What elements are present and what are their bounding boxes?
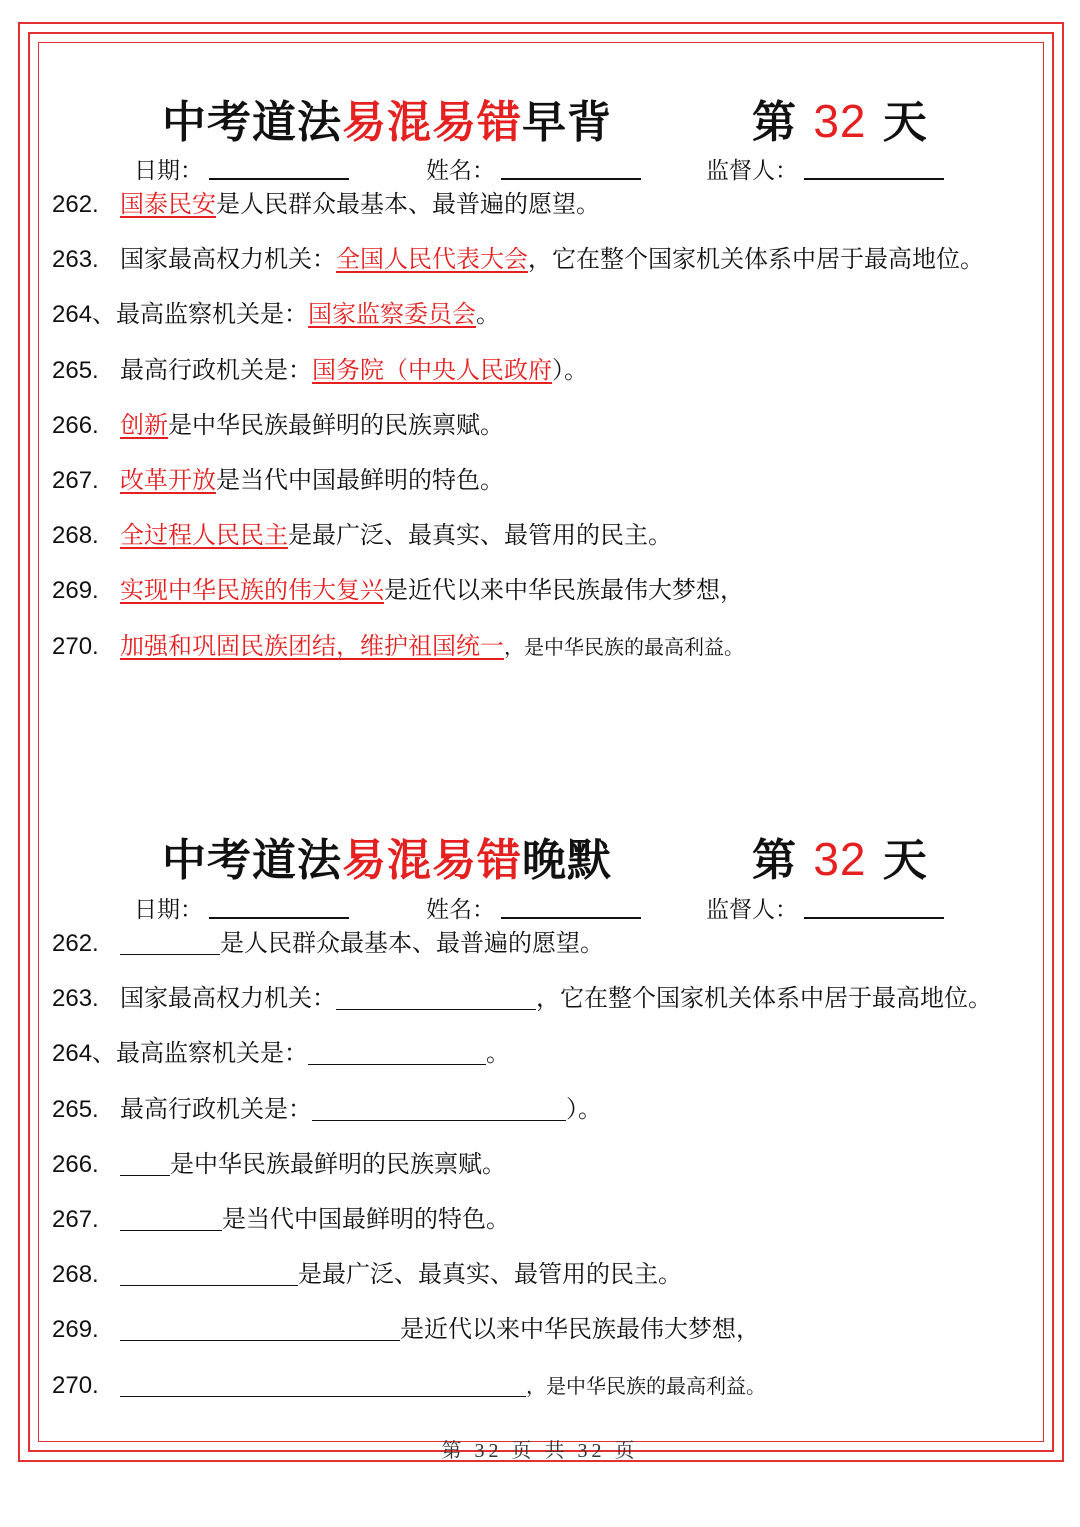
item-answer: 实现中华民族的伟大复兴 [120, 576, 384, 605]
answer-blank[interactable] [312, 1096, 566, 1121]
item-number: 264、 [52, 1040, 117, 1068]
answer-blank[interactable] [120, 1316, 400, 1341]
item-text: ，是中华民族的最高利益。 [504, 634, 744, 659]
item-answer: 全国人民代表大会 [336, 245, 528, 274]
evening-title-suffix: 晚默 [522, 835, 612, 886]
item-answer: 国务院（中央人民政府 [312, 355, 552, 384]
item-answer: 加强和巩固民族团结，维护祖国统一 [120, 631, 504, 660]
evening-item [52, 982, 992, 1014]
morning-day-number: 32 [813, 95, 867, 147]
answer-blank[interactable] [120, 1151, 170, 1176]
item-text: 是中华民族最鲜明的民族禀赋。 [170, 1149, 506, 1178]
evening-day-suffix: 天 [882, 835, 928, 886]
morning-date-label: 日期： [134, 158, 203, 184]
evening-supervisor-label: 监督人： [706, 897, 798, 923]
item-text: ，是中华民族的最高利益。 [526, 1373, 766, 1398]
morning-item [52, 298, 500, 330]
item-prompt: 国家最高权力机关： [120, 245, 336, 274]
morning-day [752, 86, 928, 150]
morning-item [52, 630, 744, 662]
evening-supervisor-blank[interactable] [804, 899, 944, 919]
evening-name-blank[interactable] [501, 899, 641, 919]
morning-item [52, 354, 588, 386]
item-number: 268. [52, 522, 99, 550]
item-text: 。 [476, 300, 501, 329]
morning-date-blank[interactable] [209, 160, 349, 180]
item-text: 。 [486, 1039, 511, 1068]
item-text: 是人民群众最基本、最普遍的愿望。 [220, 929, 604, 957]
item-prompt: 最高监察机关是： [116, 300, 309, 329]
evening-item [52, 1313, 760, 1345]
item-text: 是最广泛、最真实、最管用的民主。 [298, 1260, 682, 1289]
page-footer: 第 32 页 共 32 页 [441, 1440, 639, 1462]
morning-day-suffix: 天 [882, 97, 928, 148]
answer-blank[interactable] [308, 1040, 486, 1065]
morning-title [162, 86, 1002, 146]
morning-supervisor-label: 监督人： [706, 158, 798, 184]
item-number: 268. [52, 1261, 99, 1289]
evening-item [52, 1369, 766, 1401]
item-answer: 改革开放 [120, 466, 216, 494]
morning-item [52, 409, 504, 441]
item-text: 是当代中国最鲜明的特色。 [222, 1205, 510, 1233]
item-number: 269. [52, 577, 99, 605]
item-answer: 全过程人民民主 [120, 521, 288, 550]
item-text: ）。 [566, 1094, 602, 1123]
evening-item [52, 1093, 602, 1125]
morning-item [52, 519, 672, 551]
item-text: 是近代以来中华民族最伟大梦想， [400, 1315, 760, 1344]
evening-date-blank[interactable] [209, 899, 349, 919]
evening-supervisor-field [706, 891, 944, 924]
morning-supervisor-blank[interactable] [804, 160, 944, 180]
item-number: 262. [52, 191, 99, 218]
morning-item [52, 243, 984, 275]
item-text: ，它在整个国家机关体系中居于最高地位。 [536, 984, 992, 1013]
evening-item [52, 927, 604, 959]
answer-blank[interactable] [120, 1206, 222, 1231]
item-text: ）。 [552, 355, 588, 384]
morning-item [52, 464, 504, 496]
item-text: 是人民群众最基本、最普遍的愿望。 [216, 190, 600, 218]
item-number: 269. [52, 1316, 99, 1344]
morning-title-suffix: 早背 [522, 97, 612, 148]
item-prompt: 国家最高权力机关： [120, 984, 336, 1013]
item-number: 264、 [52, 301, 117, 329]
item-prompt: 最高行政机关是： [120, 1094, 312, 1123]
evening-date-label: 日期： [134, 897, 203, 923]
item-answer: 国泰民安 [120, 190, 216, 218]
evening-title-prefix: 中考道法 [162, 835, 342, 886]
evening-day-prefix: 第 [752, 835, 797, 886]
evening-title [162, 824, 1002, 884]
item-text: 是当代中国最鲜明的特色。 [216, 466, 504, 494]
evening-item [52, 1258, 682, 1290]
item-number: 266. [52, 1150, 99, 1178]
morning-day-prefix: 第 [752, 97, 797, 148]
answer-blank[interactable] [120, 1372, 526, 1397]
evening-day [752, 824, 928, 888]
morning-title-highlight: 易混易错 [342, 97, 522, 148]
morning-title-prefix: 中考道法 [162, 97, 342, 148]
item-number: 263. [52, 985, 99, 1013]
evening-name-label: 姓名： [426, 897, 495, 923]
evening-date-field [134, 891, 349, 924]
evening-day-number: 32 [813, 833, 867, 885]
answer-blank[interactable] [120, 930, 220, 955]
item-number: 265. [52, 356, 99, 384]
morning-name-blank[interactable] [501, 160, 641, 180]
morning-name-field [426, 152, 641, 185]
item-number: 266. [52, 411, 99, 439]
morning-item [52, 188, 600, 220]
morning-name-label: 姓名： [426, 158, 495, 184]
item-text: ，它在整个国家机关体系中居于最高地位。 [528, 245, 984, 274]
item-number: 267. [52, 467, 99, 494]
evening-item [52, 1148, 506, 1180]
evening-item [52, 1037, 510, 1069]
item-text: 是最广泛、最真实、最管用的民主。 [288, 521, 672, 550]
item-number: 263. [52, 246, 99, 274]
item-number: 270. [52, 632, 99, 660]
morning-item [52, 574, 744, 606]
evening-item [52, 1203, 510, 1235]
answer-blank[interactable] [336, 985, 536, 1010]
item-number: 265. [52, 1095, 99, 1123]
morning-supervisor-field [706, 152, 944, 185]
item-number: 267. [52, 1206, 99, 1233]
evening-name-field [426, 891, 641, 924]
item-text: 是近代以来中华民族最伟大梦想， [384, 576, 744, 605]
item-answer: 国家监察委员会 [308, 300, 477, 329]
evening-title-highlight: 易混易错 [342, 835, 522, 886]
item-answer: 创新 [120, 410, 168, 439]
answer-blank[interactable] [120, 1261, 298, 1286]
item-number: 262. [52, 930, 99, 957]
item-prompt: 最高监察机关是： [116, 1039, 309, 1068]
item-number: 270. [52, 1371, 99, 1399]
item-prompt: 最高行政机关是： [120, 355, 312, 384]
item-text: 是中华民族最鲜明的民族禀赋。 [168, 410, 504, 439]
morning-date-field [134, 152, 349, 185]
